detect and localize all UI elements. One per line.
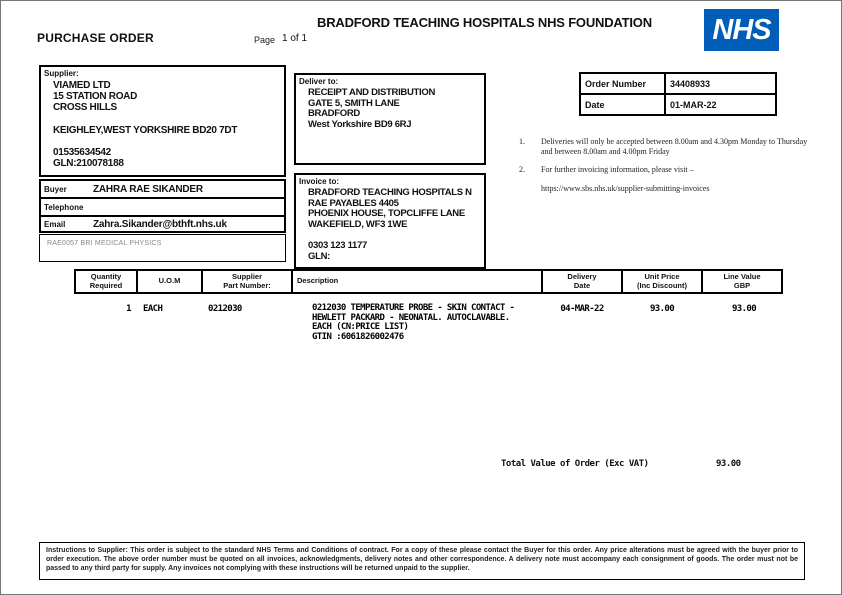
item-quantity: 1 [126, 304, 131, 314]
invoice-line: RAE PAYABLES 4405 [308, 197, 399, 209]
deliver-line: RECEIPT AND DISTRIBUTION [308, 87, 436, 98]
supplier-address [41, 78, 284, 170]
deliver-to-box [294, 73, 486, 165]
nhs-logo: NHS [704, 9, 779, 51]
col-header-unit-price: Unit Price (Inc Discount) [622, 270, 702, 293]
invoice-phone: 0303 123 1177 [308, 239, 367, 251]
order-info-table [579, 72, 777, 116]
page-title: PURCHASE ORDER [37, 31, 154, 45]
supplier-box [39, 65, 286, 177]
col-header-uom: U.O.M [137, 270, 202, 293]
supplier-line [53, 136, 284, 147]
note-2-number: 2. [519, 165, 525, 174]
deliver-to-address [296, 86, 484, 130]
item-part-number: 0212030 [208, 304, 242, 314]
item-row [75, 293, 782, 342]
buyer-value: ZAHRA RAE SIKANDER [93, 183, 203, 195]
page-number-value: 1 of 1 [282, 33, 308, 44]
buyer-label: Buyer [44, 184, 67, 194]
order-number-row [580, 73, 776, 94]
total-value: 93.00 [716, 459, 741, 469]
supplier-line: KEIGHLEY,WEST YORKSHIRE BD20 7DT [53, 124, 238, 136]
order-date-label: Date [580, 94, 665, 115]
supplier-phone: 01535634542 [53, 147, 111, 159]
supplier-label: Supplier: [44, 69, 79, 78]
supplier-line: 15 STATION ROAD [53, 91, 138, 103]
deliver-line: West Yorkshire BD9 6RJ [308, 118, 412, 130]
note-1-number: 1. [519, 137, 525, 146]
supplier-instructions-text: Instructions to Supplier: This order is subject to the standard NHS Terms and Conditions of contract. For a copy of these please contact the Buyer for this order. Any price alterations must be agreed with the buyer prior to order execution. The above order number must be quoted on all invoices, acknowledgments, delivery notes and other correspondence. A delivery note must accompany each consignment of goods. The order must not be passed to any third party for supply. Any invoices not complying with these instructions will be returned unpaid to the supplier. [46, 547, 798, 572]
supplier-line: VIAMED LTD [53, 80, 111, 91]
order-number-label: Order Number [580, 73, 665, 94]
invoice-to-address [296, 186, 484, 262]
description-line: 0212030 TEMPERATURE PROBE - SKIN CONTACT - [312, 303, 515, 313]
item-delivery-date: 04-MAR-22 [560, 304, 604, 314]
note-2-intro: For further invoicing information, please visit – [541, 165, 694, 174]
line-items-table [74, 269, 783, 342]
supplier-line [53, 114, 284, 125]
invoice-line: WAKEFIELD, WF3 1WE [308, 218, 408, 230]
order-date-row [580, 94, 776, 115]
email-label: Email [44, 219, 66, 229]
telephone-label: Telephone [44, 202, 84, 212]
order-date-value: 01-MAR-22 [665, 94, 776, 115]
page-number-label: Page [254, 35, 276, 45]
items-header-row [75, 270, 782, 293]
col-header-quantity: Quantity Required [75, 270, 137, 293]
invoice-line: PHOENIX HOUSE, TOPCLIFFE LANE [308, 208, 465, 220]
description-line: HEWLETT PACKARD - NEONATAL. AUTOCLAVABLE. [312, 312, 510, 323]
invoice-to-box [294, 173, 486, 269]
order-total-line [501, 459, 801, 469]
item-description [292, 293, 542, 342]
email-value: Zahra.Sikander@bthft.nhs.uk [93, 218, 227, 230]
item-unit-price: 93.00 [649, 304, 675, 314]
description-line: EACH (CN:PRICE LIST) [312, 322, 409, 332]
deliver-to-label: Deliver to: [299, 77, 339, 86]
note-2 [519, 165, 829, 193]
buyer-contact-rows [39, 179, 286, 233]
note-1 [519, 137, 829, 156]
col-header-part-number: Supplier Part Number: [202, 270, 292, 293]
supplier-instructions-box [39, 542, 805, 580]
deliver-line: GATE 5, SMITH LANE [308, 97, 400, 109]
item-uom: EACH [143, 304, 163, 314]
invoice-to-label: Invoice to: [299, 177, 340, 186]
total-label: Total Value of Order (Exc VAT) [501, 459, 649, 469]
col-header-line-value: Line Value GBP [702, 270, 782, 293]
email-row [39, 215, 286, 233]
deliver-line: BRADFORD [308, 108, 360, 120]
description-line: GTIN :6061826002476 [312, 331, 404, 342]
buyer-row [39, 179, 286, 197]
item-line-value: 93.00 [731, 304, 757, 314]
invoice-gln: GLN: [308, 250, 331, 262]
supplier-gln: GLN:210078188 [53, 158, 124, 170]
supplier-line: CROSS HILLS [53, 102, 117, 114]
note-1-text: Deliveries will only be accepted between 8.00am and 4.30pm Monday to Thursday and between 8.00am and 4.00pm Friday [541, 137, 808, 156]
telephone-row [39, 197, 286, 215]
order-number-value: 34408933 [665, 73, 776, 94]
invoicing-info-url: https://www.sbs.nhs.uk/supplier-submitting-invoices [541, 183, 710, 193]
invoice-line: BRADFORD TEACHING HOSPITALS N [308, 187, 472, 198]
col-header-description: Description [292, 270, 542, 293]
reference-code: RAE0057 BRI MEDICAL PHYSICS [47, 240, 162, 247]
delivery-notes [519, 137, 829, 202]
organisation-title: BRADFORD TEACHING HOSPITALS NHS FOUNDATION [317, 15, 652, 30]
note-2-text [541, 165, 819, 193]
col-header-delivery-date: Delivery Date [542, 270, 622, 293]
reference-box [39, 234, 286, 262]
